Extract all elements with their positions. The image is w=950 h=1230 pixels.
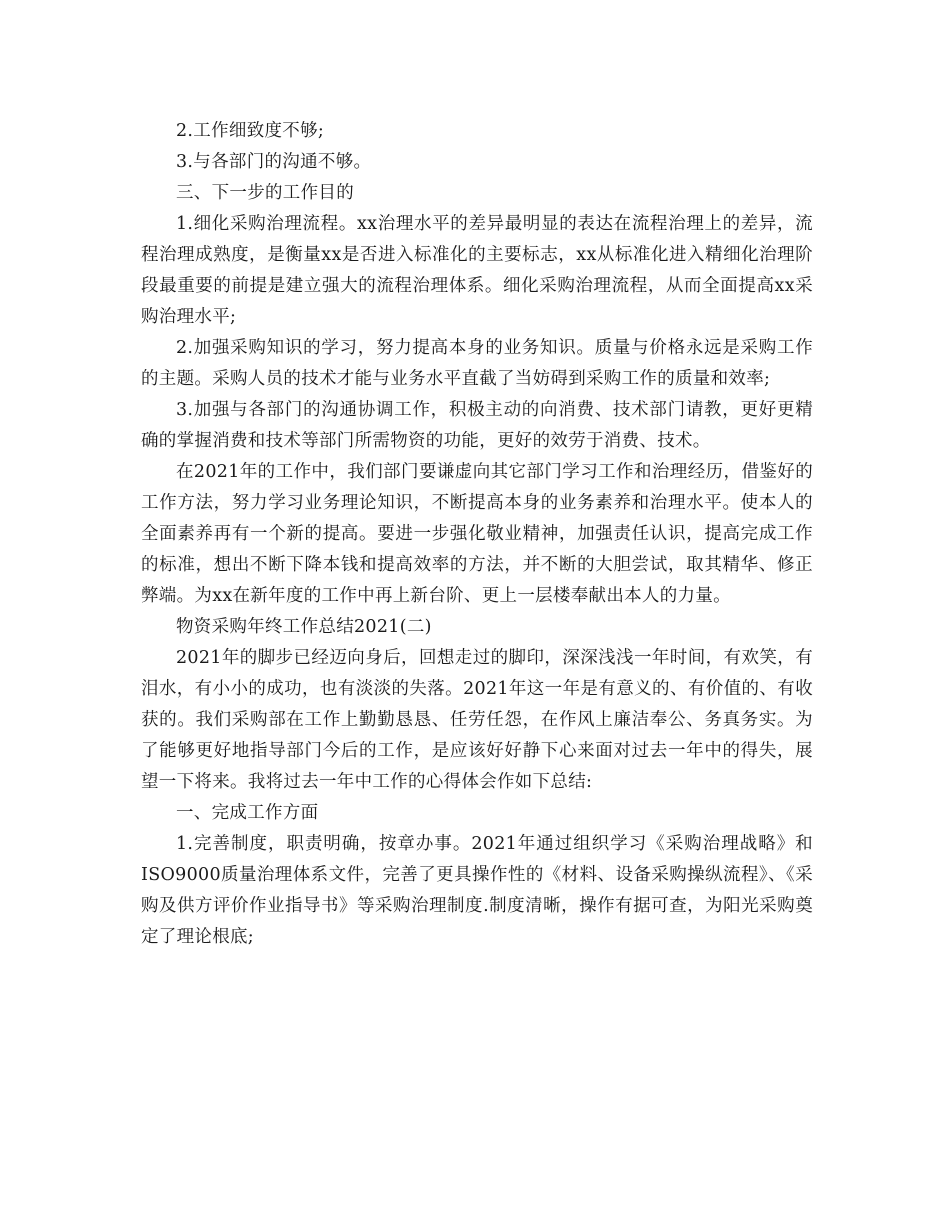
paragraph-goal-2: 2.加强采购知识的学习，努力提高本身的业务知识。质量与价格永远是采购工作的主题。采购人员的技术才能与业务水平直截了当妨碍到采购工作的质量和效率;: [141, 338, 813, 389]
section-title-summary-2: 物资采购年终工作总结2021(二): [176, 617, 432, 637]
section-heading-completed-work: 一、完成工作方面: [176, 803, 319, 823]
document-body: [141, 116, 813, 953]
paragraph-intro: 2021年的脚步已经迈向身后，回想走过的脚印，深深浅浅一年时间，有欢笑，有泪水，有小小的成功，也有淡淡的失落。2021年这一年是有意义的、有价值的、有收获的。我们采购部在工作上勤勤恳恳、任劳任怨，在作风上廉洁奉公、务真务实。为了能够更好地指导部门今后的工作，是应该好好静下心来面对过去一年中的得失，展望一下将来。我将过去一年中工作的心得体会作如下总结:: [141, 648, 813, 792]
paragraph-goal-1: 1.细化采购治理流程。xx治理水平的差异最明显的表达在流程治理上的差异，流程治理成熟度，是衡量xx是否进入标准化的主要标志，xx从标准化进入精细化治理阶段最重要的前提是建立强大的流程治理体系。细化采购治理流程，从而全面提高xx采购治理水平;: [141, 214, 813, 327]
paragraph-goal-3: 3.加强与各部门的沟通协调工作，积极主动的向消费、技术部门请教，更好更精确的掌握消费和技术等部门所需物资的功能，更好的效劳于消费、技术。: [141, 400, 813, 451]
paragraph-work-1: 1.完善制度，职责明确，按章办事。2021年通过组织学习《采购治理战略》和ISO9000质量治理体系文件，完善了更具操作性的《材料、设备采购操纵流程》、《采购及供方评价作业指导书》等采购治理制度.制度清晰，操作有据可查，为阳光采购奠定了理论根底;: [141, 834, 813, 947]
paragraph-detail-insufficient: 2.工作细致度不够;: [176, 121, 325, 141]
paragraph-communication-insufficient: 3.与各部门的沟通不够。: [176, 152, 372, 172]
section-heading-next-goals: 三、下一步的工作目的: [176, 183, 354, 203]
paragraph-2021-plan: 在2021年的工作中，我们部门要谦虚向其它部门学习工作和治理经历，借鉴好的工作方法，努力学习业务理论知识，不断提高本身的业务素养和治理水平。使本人的全面素养再有一个新的提高。要进一步强化敬业精神，加强责任认识，提高完成工作的标准，想出不断下降本钱和提高效率的方法，并不断的大胆尝试，取其精华、修正弊端。为xx在新年度的工作中再上新台阶、更上一层楼奉献出本人的力量。: [141, 462, 813, 606]
